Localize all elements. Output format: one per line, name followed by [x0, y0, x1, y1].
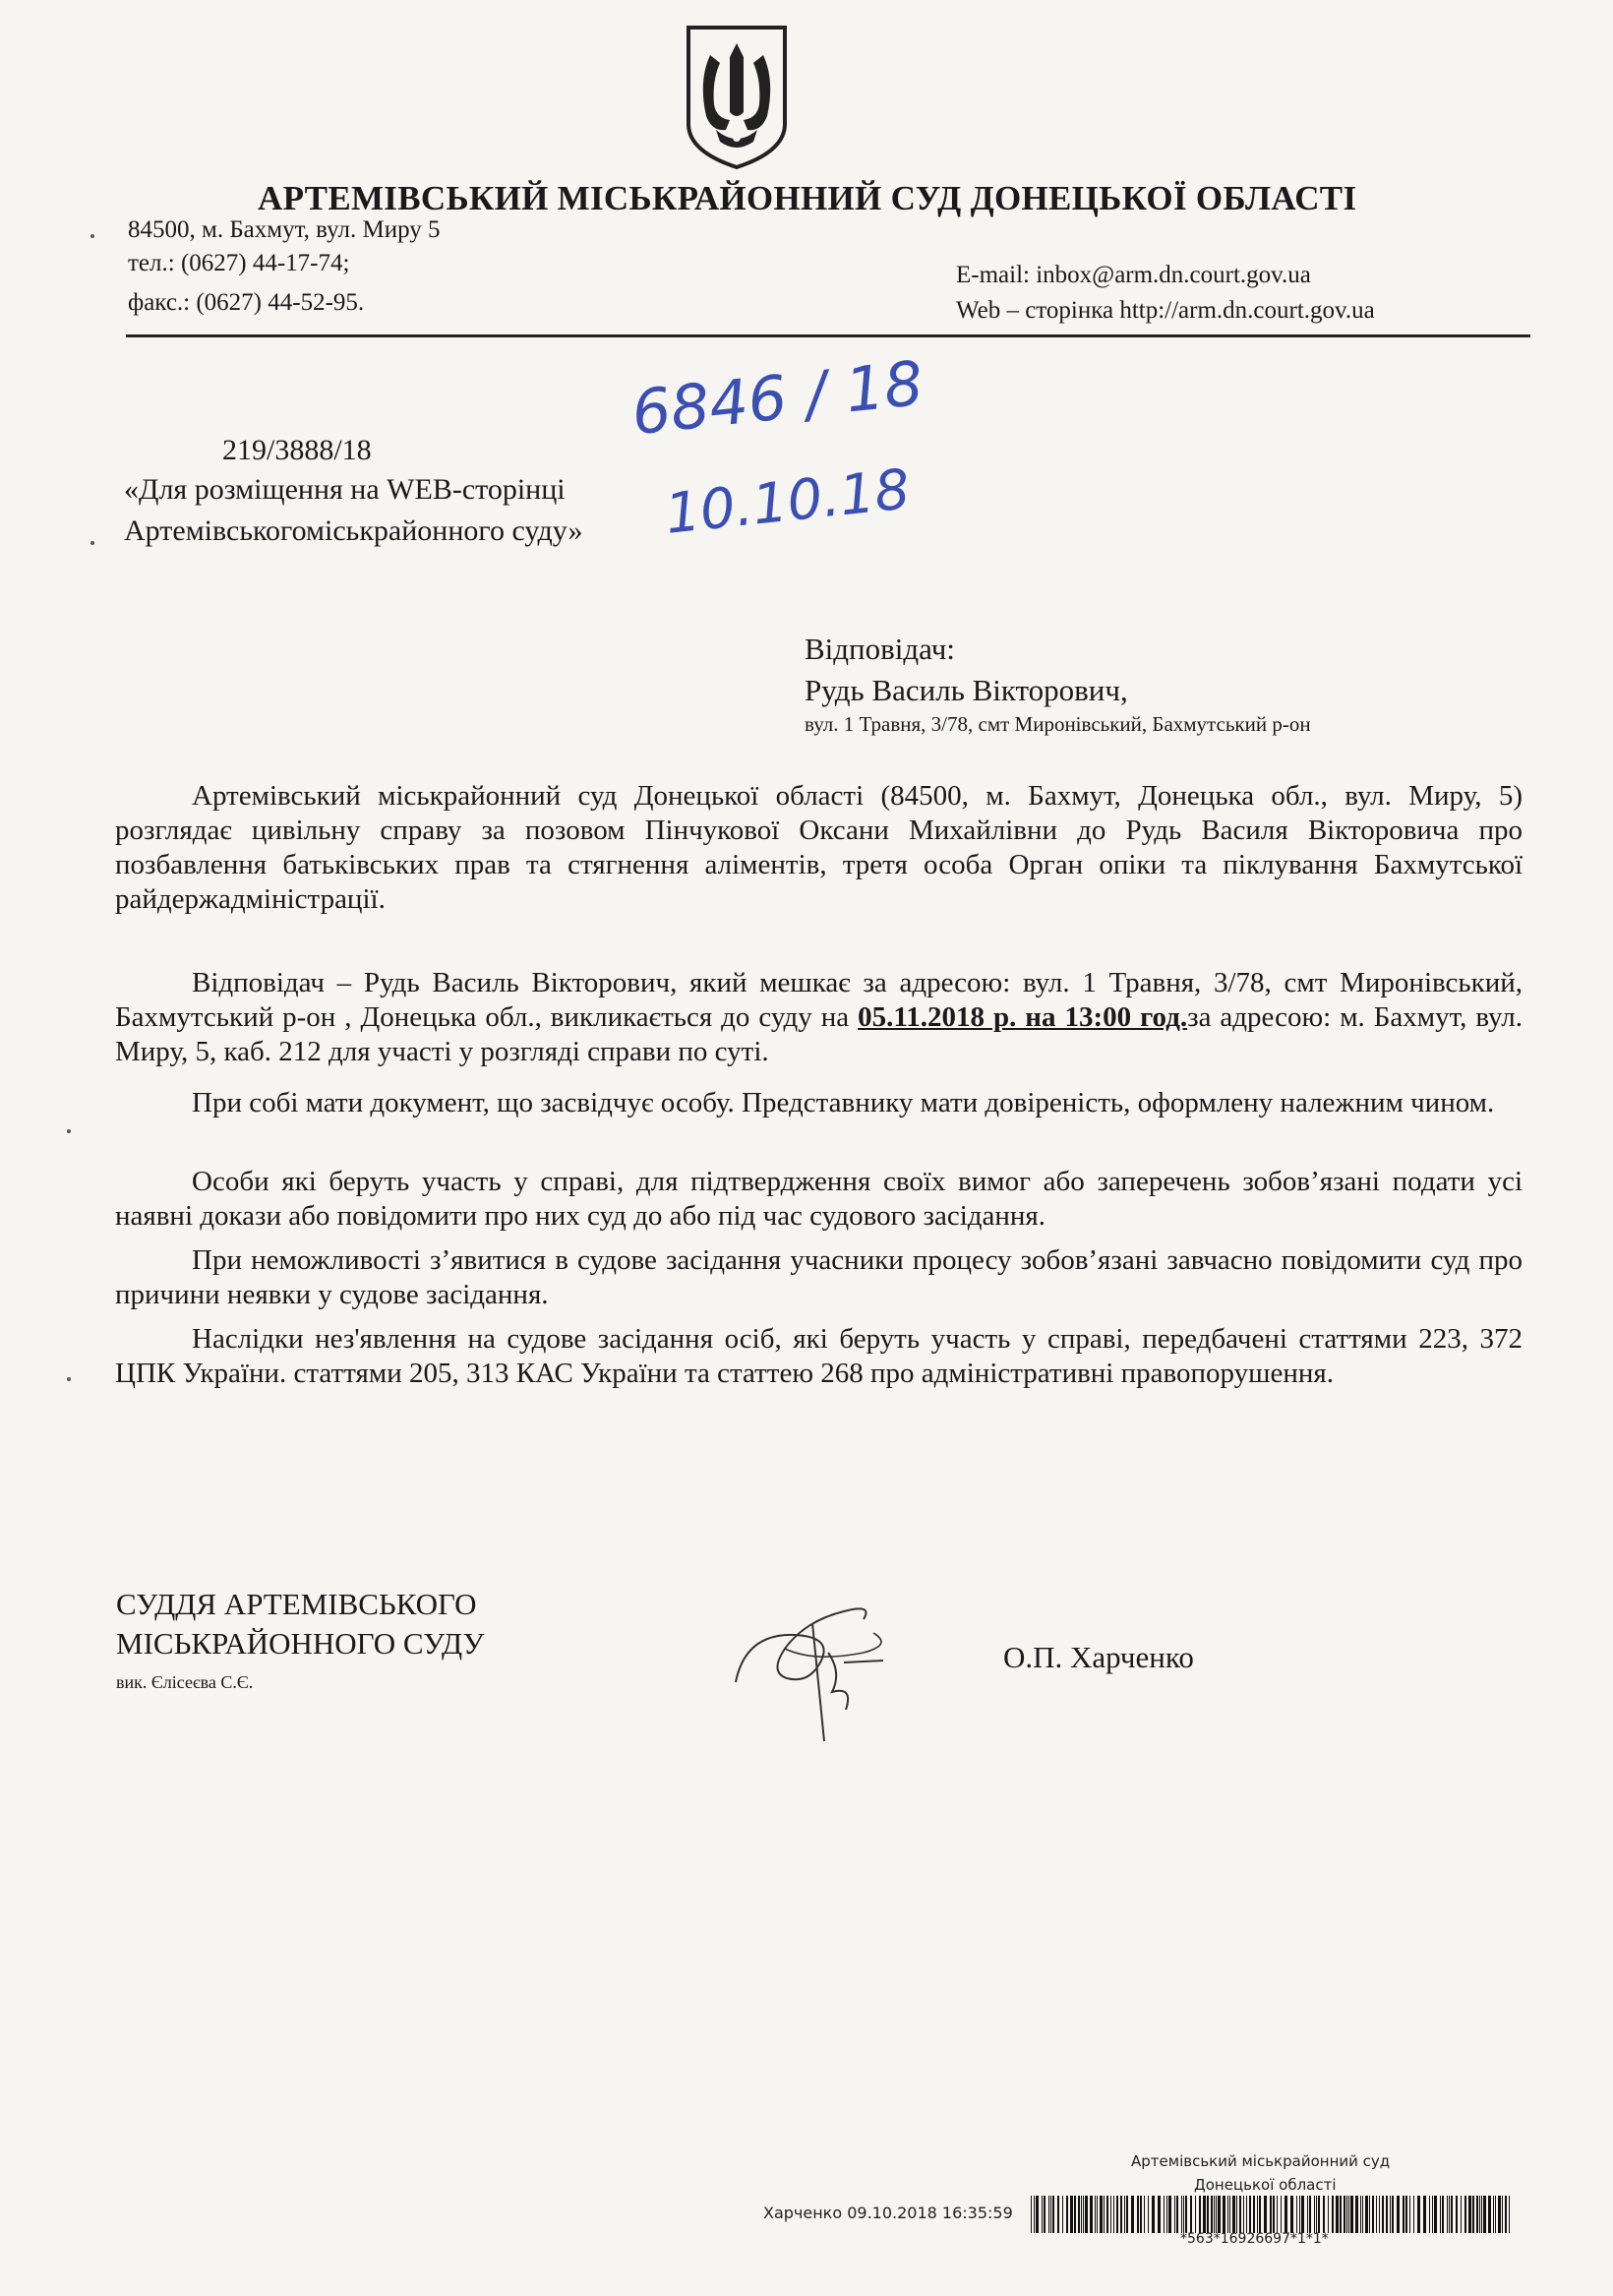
barcode-bar [1468, 2196, 1471, 2233]
barcode-bar [1281, 2196, 1282, 2233]
barcode-bar [1270, 2196, 1272, 2233]
barcode-bar [1052, 2196, 1054, 2233]
barcode-bar [1476, 2196, 1478, 2233]
judge-name: О.П. Харченко [1003, 1640, 1194, 1674]
barcode-bar [1451, 2196, 1453, 2233]
barcode-bar [1309, 2196, 1311, 2233]
barcode-bar [1074, 2196, 1076, 2233]
barcode-bar [1207, 2196, 1209, 2233]
barcode-bar [1307, 2196, 1308, 2233]
barcode-bar [1417, 2196, 1420, 2233]
barcode-bar [1211, 2196, 1213, 2233]
paragraph-evidence: Особи які беруть участь у справі, для підтвердження своїх вимог або заперечень зобов’язані подати усі наявні докази або повідомити про них суд до або під час судового засідання. [115, 1166, 1523, 1232]
barcode-bar [1382, 2196, 1384, 2233]
barcode-bar [1392, 2196, 1394, 2233]
barcode-bar [1316, 2196, 1317, 2233]
barcode-bar [1199, 2196, 1201, 2233]
barcode-bar [1243, 2196, 1244, 2233]
barcode-bar [1190, 2196, 1192, 2233]
scan-dot [67, 1377, 71, 1381]
barcode-bar [1314, 2196, 1315, 2233]
court-title: АРТЕМІВСЬКИЙ МІСЬКРАЙОННИЙ СУД ДОНЕЦЬКОЇ ОБЛАСТІ [258, 179, 1357, 217]
barcode-bar [1124, 2196, 1125, 2233]
barcode-bar [1126, 2196, 1128, 2233]
barcode-bar [1397, 2196, 1400, 2233]
judge-title-line1: СУДДЯ АРТЕМІВСЬКОГО [116, 1587, 477, 1621]
barcode-bar [1044, 2196, 1045, 2233]
barcode-bar [1090, 2196, 1093, 2233]
barcode-bar [1479, 2196, 1480, 2233]
barcode-bar [1340, 2196, 1342, 2233]
barcode-bar [1369, 2196, 1370, 2233]
barcode-bar [1429, 2196, 1430, 2233]
barcode-bar [1144, 2196, 1145, 2233]
barcode-bar [1253, 2196, 1255, 2233]
barcode-bar [1464, 2196, 1466, 2233]
barcode-bar [1449, 2196, 1450, 2233]
barcode-bar [1229, 2196, 1230, 2233]
addressee-role: Відповідач: [805, 632, 955, 666]
barcode-text: *563*16926697*1*1* [1180, 2231, 1329, 2247]
barcode-bar [1227, 2196, 1228, 2233]
document-barcode [1031, 2196, 1513, 2233]
barcode-bar [1483, 2196, 1486, 2233]
barcode-bar [1328, 2196, 1329, 2233]
barcode-bar [1379, 2196, 1380, 2233]
barcode-bar [1236, 2196, 1237, 2233]
barcode-bar [1249, 2196, 1251, 2233]
stamp-author-datetime: Харченко 09.10.2018 16:35:59 [763, 2204, 1013, 2222]
barcode-bar [1185, 2196, 1187, 2233]
summons-text-start: Відповідач – Рудь Василь Вікторович, який мешкає за адресою: вул. 1 Травня, 3/78, смт Миронівський, Бахмутський р-он , Донецька обл., викликається до суду на [115, 967, 1523, 1033]
barcode-bar [1447, 2196, 1448, 2233]
publication-note-line2: Артемівськогоміськрайонного суду» [124, 514, 583, 547]
barcode-bar [1502, 2196, 1503, 2233]
court-website: Web – сторінка http://arm.dn.court.gov.ua [956, 297, 1375, 324]
barcode-bar [1174, 2196, 1175, 2233]
barcode-bar [1216, 2196, 1217, 2233]
barcode-bar [1131, 2196, 1134, 2233]
barcode-bar [1405, 2196, 1407, 2233]
barcode-bar [1284, 2196, 1287, 2233]
coat-of-arms-emblem [681, 22, 793, 171]
barcode-bar [1081, 2196, 1082, 2233]
barcode-bar [1195, 2196, 1196, 2233]
barcode-bar [1110, 2196, 1111, 2233]
barcode-bar [1137, 2196, 1139, 2233]
barcode-bar [1456, 2196, 1458, 2233]
barcode-bar [1083, 2196, 1084, 2233]
barcode-bar [1031, 2196, 1032, 2233]
barcode-bar [1246, 2196, 1247, 2233]
barcode-bar [1472, 2196, 1474, 2233]
barcode-bar [1495, 2196, 1496, 2233]
barcode-bar [1050, 2196, 1051, 2233]
barcode-bar [1100, 2196, 1103, 2233]
barcode-bar [1120, 2196, 1122, 2233]
barcode-bar [1413, 2196, 1414, 2233]
paragraph-identity-document: При собі мати документ, що засвідчує особу. Представнику мати довіреність, оформлену належним чином. [192, 1087, 1495, 1118]
barcode-bar [1509, 2196, 1510, 2233]
barcode-bar [1223, 2196, 1225, 2233]
scan-dot [67, 1129, 71, 1133]
barcode-bar [1036, 2196, 1039, 2233]
addressee-name: Рудь Василь Вікторович, [805, 673, 1128, 707]
stamp-court-line2: Донецької області [1194, 2176, 1337, 2194]
barcode-bar [1332, 2196, 1334, 2233]
barcode-bar [1152, 2196, 1155, 2233]
barcode-bar [1336, 2196, 1339, 2233]
barcode-bar [1062, 2196, 1063, 2233]
barcode-bar [1273, 2196, 1275, 2233]
paragraph-consequences: Наслідки нез'явлення на судове засідання осіб, які беруть участь у справі, передбачені статтями 223, 372 ЦПК України. статтями 205, 313 КАС України та статтею 268 про адміністративні правопорушення. [115, 1323, 1523, 1389]
header-divider [126, 334, 1530, 337]
barcode-bar [1257, 2196, 1258, 2233]
barcode-bar [1360, 2196, 1361, 2233]
barcode-bar [1214, 2196, 1215, 2233]
barcode-bar [1113, 2196, 1114, 2233]
barcode-bar [1042, 2196, 1043, 2233]
barcode-bar [1140, 2196, 1142, 2233]
handwritten-registration-number: 6846 / 18 [627, 346, 926, 450]
barcode-bar [1176, 2196, 1178, 2233]
barcode-bar [1264, 2196, 1267, 2233]
barcode-bar [1423, 2196, 1426, 2233]
barcode-bar [1066, 2196, 1068, 2233]
barcode-bar [1277, 2196, 1278, 2233]
barcode-bar [1168, 2196, 1171, 2233]
court-fax: факс.: (0627) 44-52-95. [128, 289, 365, 316]
barcode-bar [1390, 2196, 1391, 2233]
barcode-bar [1386, 2196, 1388, 2233]
barcode-bar [1299, 2196, 1300, 2233]
case-number: 219/3888/18 [222, 434, 372, 466]
addressee-address: вул. 1 Травня, 3/78, смт Миронівський, Бахмутський р-он [805, 712, 1311, 736]
barcode-bar [1372, 2196, 1374, 2233]
barcode-bar [1181, 2196, 1182, 2233]
barcode-bar [1232, 2196, 1235, 2233]
barcode-bar [1183, 2196, 1184, 2233]
summons-text-end: за адресою: м. Бахмут, вул. Миру, 5, каб. 212 для участі у розгляді справи по суті. [115, 1001, 1523, 1067]
barcode-bar [1362, 2196, 1363, 2233]
barcode-bar [1318, 2196, 1320, 2233]
barcode-bar [1097, 2196, 1098, 2233]
barcode-bar [1070, 2196, 1073, 2233]
barcode-bar [1481, 2196, 1482, 2233]
barcode-bar [1498, 2196, 1501, 2233]
barcode-bar [1239, 2196, 1241, 2233]
barcode-bar [1440, 2196, 1441, 2233]
barcode-bar [1106, 2196, 1108, 2233]
barcode-bar [1344, 2196, 1345, 2233]
barcode-bar [1158, 2196, 1161, 2233]
stamp-court-line1: Артемівський міськрайонний суд [1131, 2152, 1391, 2170]
paragraph-summons [115, 966, 1523, 1069]
barcode-bar [1365, 2196, 1368, 2233]
barcode-bar [1078, 2196, 1080, 2233]
hearing-datetime: 05.11.2018 р. на 13:00 год. [858, 1001, 1188, 1033]
barcode-bar [1296, 2196, 1297, 2233]
barcode-bar [1461, 2196, 1462, 2233]
judge-title-line2: МІСЬКРАЙОННОГО СУДУ [116, 1626, 485, 1661]
barcode-bar [1095, 2196, 1096, 2233]
barcode-bar [1488, 2196, 1491, 2233]
barcode-bar [1290, 2196, 1293, 2233]
publication-note-line1: «Для розміщення на WEB-сторінці [124, 473, 566, 506]
barcode-bar [1493, 2196, 1494, 2233]
scan-dot [90, 541, 94, 545]
court-phone: тел.: (0627) 44-17-74; [128, 250, 350, 276]
court-email: E-mail: inbox@arm.dn.court.gov.ua [956, 262, 1311, 288]
barcode-bar [1355, 2196, 1358, 2233]
judge-signature [726, 1594, 942, 1751]
barcode-bar [1259, 2196, 1261, 2233]
barcode-bar [1409, 2196, 1410, 2233]
barcode-bar [1432, 2196, 1433, 2233]
barcode-bar [1376, 2196, 1377, 2233]
barcode-bar [1346, 2196, 1347, 2233]
executor-name: вик. Єлісеєва С.Є. [116, 1672, 254, 1692]
court-address: 84500, м. Бахмут, вул. Миру 5 [128, 216, 441, 243]
barcode-bar [1442, 2196, 1444, 2233]
barcode-bar [1505, 2196, 1507, 2233]
barcode-bar [1348, 2196, 1349, 2233]
barcode-bar [1048, 2196, 1049, 2233]
barcode-bar [1085, 2196, 1088, 2233]
barcode-bar [1164, 2196, 1165, 2233]
barcode-bar [1350, 2196, 1353, 2233]
barcode-bar [1301, 2196, 1304, 2233]
barcode-bar [1057, 2196, 1059, 2233]
barcode-bar [1148, 2196, 1149, 2233]
paragraph-absence-notice: При неможливості з’явитися в судове засідання учасники процесу зобов’язані завчасно повідомити суд про причини неявки у судове засідання. [115, 1244, 1523, 1310]
scan-dot [90, 234, 94, 238]
barcode-bar [1323, 2196, 1325, 2233]
handwritten-date: 10.10.18 [662, 457, 914, 547]
barcode-bar [1434, 2196, 1437, 2233]
barcode-bar [1218, 2196, 1221, 2233]
barcode-bar [1166, 2196, 1167, 2233]
barcode-bar [1104, 2196, 1105, 2233]
barcode-bar [1203, 2196, 1206, 2233]
barcode-bar [1116, 2196, 1118, 2233]
barcode-bar [1034, 2196, 1035, 2233]
paragraph-case-intro: Артемівський міськрайонний суд Донецької області (84500, м. Бахмут, Донецька обл., вул. Миру, 5) розглядає цивільну справу за позовом Пінчукової Оксани Михайлівни до Рудь Василя Вікторовича про позбавлення батьківських прав та стягнення аліментів, третя особа Орган опіки та піклування Бахмутської райдержадміністрації. [115, 780, 1523, 915]
barcode-bar [1403, 2196, 1404, 2233]
